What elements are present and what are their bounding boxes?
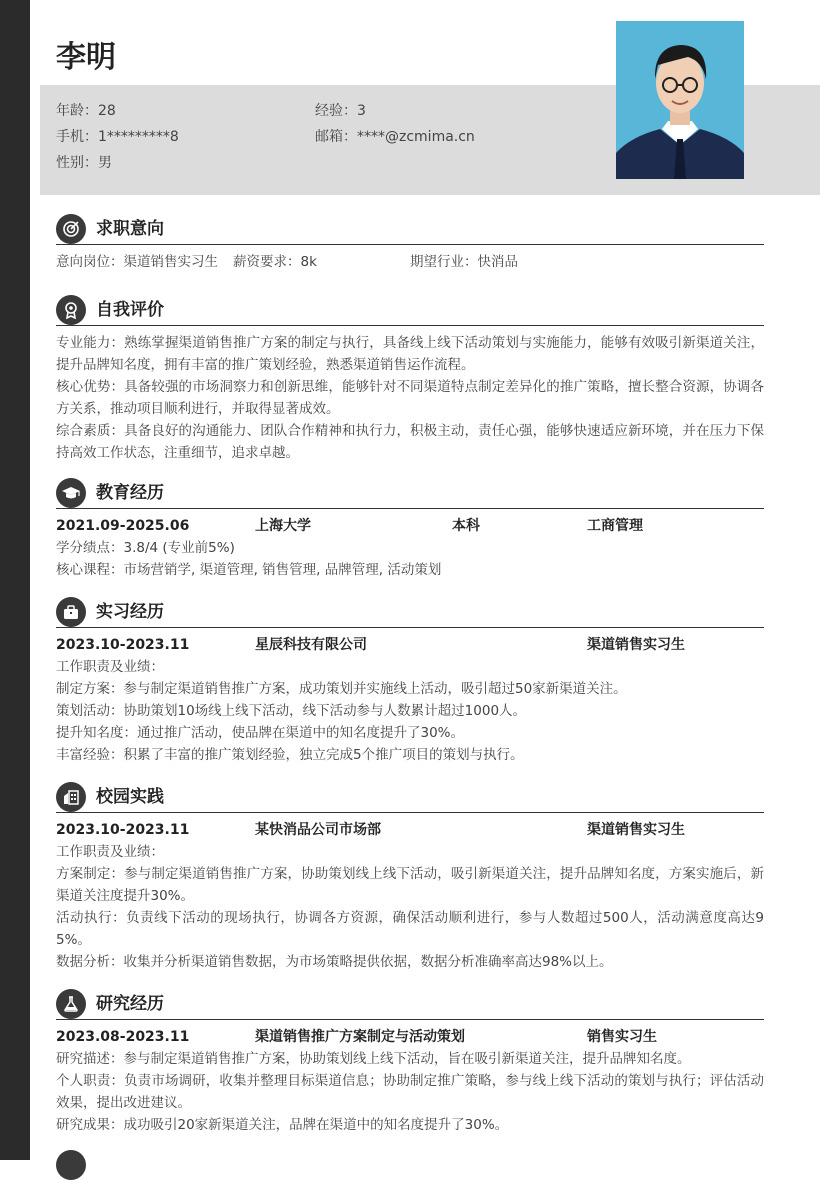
experience-info: 经验：3	[315, 103, 366, 119]
email-info: 邮箱：****@zcmima.cn	[315, 129, 475, 145]
research-project: 渠道销售推广方案制定与活动策划	[255, 1029, 465, 1045]
education-school: 上海大学	[255, 518, 311, 534]
section-header	[56, 782, 764, 813]
education-gpa: 学分绩点：3.8/4 (专业前5%)	[56, 540, 235, 556]
education-period: 2021.09-2025.06	[56, 518, 190, 534]
intent-industry: 期望行业：快消品	[410, 254, 518, 270]
building-icon	[56, 782, 86, 812]
education-courses: 核心课程：市场营销学, 渠道管理, 销售管理, 品牌管理, 活动策划	[56, 562, 442, 578]
internship-line: 制定方案：参与制定渠道销售推广方案，成功策划并实施线上活动，吸引超过50家新渠道关注。	[56, 681, 627, 697]
section-title: 校园实践	[96, 787, 164, 807]
internship-row	[56, 634, 764, 656]
internship-line: 工作职责及业绩：	[56, 659, 164, 675]
internship-role: 渠道销售实习生	[587, 637, 685, 653]
campus-role: 渠道销售实习生	[587, 822, 685, 838]
education-degree: 本科	[452, 518, 480, 534]
research-line: 研究成果：成功吸引20家新渠道关注，品牌在渠道中的知名度提升了30%。	[56, 1117, 509, 1133]
self-eval-line: 核心优势：具备较强的市场洞察力和创新思维，能够针对不同渠道特点制定差异化的推广策略，擅长整合资源，协调各方关系，推动项目顺利进行，并取得显著成效。	[56, 379, 764, 417]
research-line: 研究描述：参与制定渠道销售推广方案，协助策划线上线下活动，旨在吸引新渠道关注，提升品牌知名度。	[56, 1051, 691, 1067]
section-title: 教育经历	[96, 483, 164, 503]
section-education	[56, 478, 764, 581]
internship-company: 星辰科技有限公司	[255, 637, 367, 653]
section-self-eval	[56, 295, 764, 464]
campus-period: 2023.10-2023.11	[56, 822, 190, 838]
intent-salary: 薪资要求：8k	[233, 254, 317, 270]
left-sidebar-bar	[0, 0, 30, 1160]
section-header	[56, 295, 764, 326]
internship-line: 提升知名度：通过推广活动，使品牌在渠道中的知名度提升了30%。	[56, 725, 465, 741]
award-icon	[56, 295, 86, 325]
campus-row	[56, 819, 764, 841]
self-eval-line: 专业能力：熟练掌握渠道销售推广方案的制定与执行，具备线上线下活动策划与实施能力，能够有效吸引新渠道关注，提升品牌知名度，拥有丰富的推广策划经验，熟悉渠道销售运作流程。	[56, 335, 764, 373]
profile-photo	[616, 21, 744, 179]
research-line: 个人职责：负责市场调研，收集并整理目标渠道信息；协助制定推广策略，参与线上线下活动的策划与执行；评估活动效果，提出改进建议。	[56, 1073, 764, 1111]
education-row	[56, 515, 764, 537]
section-header	[56, 214, 764, 245]
self-eval-line: 综合素质：具备良好的沟通能力、团队合作精神和执行力，积极主动，责任心强，能够快速适应新环境，并在压力下保持高效工作状态，注重细节，追求卓越。	[56, 423, 764, 461]
next-section-icon	[56, 1150, 86, 1180]
target-icon	[56, 214, 86, 244]
section-intent	[56, 214, 764, 273]
intent-position: 意向岗位：渠道销售实习生	[56, 254, 218, 270]
section-header	[56, 478, 764, 509]
section-research	[56, 989, 764, 1136]
section-title: 自我评价	[96, 300, 164, 320]
section-header	[56, 989, 764, 1020]
graduation-cap-icon	[56, 478, 86, 508]
phone-info: 手机：1*********8	[56, 129, 179, 145]
campus-line: 方案制定：参与制定渠道销售推广方案，协助策划线上线下活动，吸引新渠道关注，提升品牌知名度，方案实施后，新渠道关注度提升30%。	[56, 866, 764, 904]
briefcase-icon	[56, 597, 86, 627]
research-row	[56, 1026, 764, 1048]
campus-line: 活动执行：负责线下活动的现场执行，协调各方资源，确保活动顺利进行，参与人数超过500人，活动满意度高达95%。	[56, 910, 764, 948]
section-campus	[56, 782, 764, 973]
gender-info: 性别：男	[56, 155, 112, 171]
campus-line: 工作职责及业绩：	[56, 844, 164, 860]
internship-line: 丰富经验：积累了丰富的推广策划经验，独立完成5个推广项目的策划与执行。	[56, 747, 524, 763]
research-role: 销售实习生	[587, 1029, 657, 1045]
section-internship	[56, 597, 764, 766]
section-title: 实习经历	[96, 602, 164, 622]
internship-line: 策划活动：协助策划10场线上线下活动，线下活动参与人数累计超过1000人。	[56, 703, 527, 719]
section-header	[56, 597, 764, 628]
section-title: 研究经历	[96, 994, 164, 1014]
education-major: 工商管理	[587, 518, 643, 534]
flask-icon	[56, 989, 86, 1019]
campus-org: 某快消品公司市场部	[255, 822, 381, 838]
internship-period: 2023.10-2023.11	[56, 637, 190, 653]
candidate-name: 李明	[56, 40, 116, 75]
age-info: 年龄：28	[56, 103, 116, 119]
section-title: 求职意向	[96, 219, 164, 239]
research-period: 2023.08-2023.11	[56, 1029, 190, 1045]
campus-line: 数据分析：收集并分析渠道销售数据，为市场策略提供依据，数据分析准确率高达98%以上。	[56, 954, 613, 970]
